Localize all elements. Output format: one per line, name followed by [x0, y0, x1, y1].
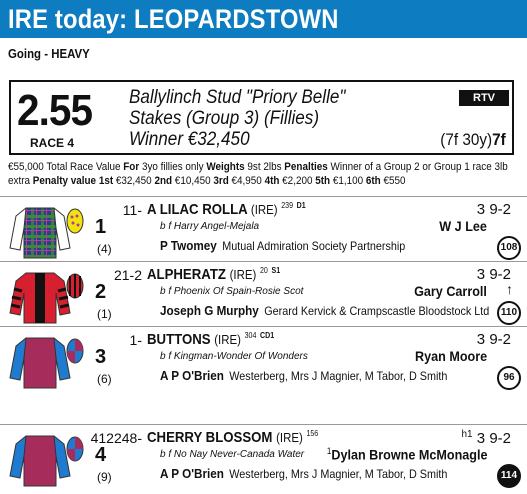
jockey-silks-icon — [8, 267, 72, 325]
weights-text: 9st 2lbs — [247, 161, 282, 173]
prize-6: €550 — [383, 175, 406, 187]
penalties-text: Winner of a Group 2 or Group 1 race 3lb extra — [8, 161, 508, 187]
header-bar — [0, 0, 527, 38]
prize-5-label: 5th — [315, 175, 331, 187]
horse-weight: 9-2 — [489, 266, 511, 283]
market-move-arrow-icon: ↑ — [506, 281, 513, 297]
horse-breeding — [160, 449, 304, 460]
trainer-name[interactable]: A P O'Brien — [160, 368, 224, 383]
age-weight — [477, 331, 511, 348]
rating-badge: 114 — [497, 464, 521, 488]
trainer-line — [160, 238, 405, 253]
penalties-label: Penalties — [284, 161, 328, 173]
owner-name: Gerard Kervick & Crampscastle Bloodstock Ltd — [264, 304, 490, 318]
runner-number: 4 — [95, 444, 107, 466]
horse-weight: 9-2 — [489, 201, 511, 218]
owner-name: Westerberg, Mrs J Magnier, M Tabor, D Smith — [229, 369, 448, 383]
jockey-cap-icon — [66, 273, 84, 299]
horse-weight: 9-2 — [489, 430, 511, 447]
rating-badge: 110 — [497, 301, 521, 325]
race-winner-prize: Winner €32,450 — [129, 129, 250, 150]
divider — [0, 196, 527, 197]
runner-draw: (9) — [97, 470, 112, 484]
distance-detail: (7f 30y) — [440, 130, 493, 149]
horse-country: (IRE) — [276, 430, 303, 445]
horse-name-text: A LILAC ROLLA — [147, 201, 248, 218]
race-time: 2.55 — [17, 86, 93, 135]
horse-weight: 9-2 — [489, 331, 511, 348]
trainer-name[interactable]: P Twomey — [160, 238, 217, 253]
tv-channel-badge: RTV — [459, 90, 509, 106]
owner-name: Westerberg, Mrs J Magnier, M Tabor, D Smith — [229, 467, 448, 481]
horse-country: (IRE) — [250, 202, 278, 217]
horse-age: 3 — [476, 201, 486, 218]
horse-country: (IRE) — [229, 267, 257, 282]
runner-row[interactable] — [0, 328, 527, 393]
for-text: 3yo fillies only — [141, 161, 204, 173]
race-conditions — [8, 160, 523, 188]
runner-number: 3 — [95, 346, 107, 368]
jockey-silks-icon — [8, 430, 72, 488]
horse-name-text: ALPHERATZ — [147, 266, 226, 283]
jockey-cap-icon — [66, 338, 84, 364]
prize-6-label: 6th — [365, 175, 381, 187]
horse-name[interactable] — [147, 266, 280, 283]
trainer-name[interactable]: A P O'Brien — [160, 466, 224, 481]
prize-3-label: 3rd — [213, 175, 229, 187]
runner-draw: (6) — [97, 372, 112, 386]
jockey-name[interactable]: Ryan Moore — [414, 348, 487, 364]
horse-age: 3 — [476, 266, 486, 283]
distance-value: 7f — [492, 130, 506, 149]
jockey-cap-icon — [66, 208, 84, 234]
jockey-name-text: Dylan Browne McMonagle — [330, 446, 487, 463]
race-name — [129, 87, 345, 150]
weights-label: Weights — [206, 161, 245, 173]
jockey-name[interactable] — [326, 446, 487, 463]
age-weight — [477, 201, 511, 218]
jockey-claim: 1 — [326, 446, 331, 456]
race-number: RACE 4 — [30, 136, 75, 150]
age-weight — [462, 429, 512, 447]
horse-name[interactable] — [147, 331, 274, 348]
days-since-run: 20 — [259, 266, 268, 275]
runner-row[interactable] — [0, 198, 527, 263]
breeding-text: b f No Nay Never-Canada Water — [160, 449, 305, 460]
prize-1-label: 1st — [98, 175, 114, 187]
horse-name-text: BUTTONS — [147, 331, 211, 348]
days-since-run: 239 — [281, 201, 294, 210]
going-label: Going - HEAVY — [8, 46, 90, 61]
horse-breeding: b f Phoenix Of Spain-Rosie Scot — [160, 286, 304, 297]
runner-form: 1- — [129, 332, 142, 348]
horse-name[interactable] — [147, 201, 306, 218]
horse-country: (IRE) — [214, 332, 241, 347]
horse-breeding: b f Kingman-Wonder Of Wonders — [160, 351, 308, 362]
prize-3: €4,950 — [231, 175, 262, 187]
course-distance-badge: D1 — [296, 201, 306, 210]
prize-4: €2,200 — [282, 175, 313, 187]
rating-badge: 108 — [497, 236, 521, 260]
course-distance-badge: S1 — [271, 266, 281, 275]
race-distance — [441, 130, 506, 150]
divider — [0, 424, 527, 425]
owner-name: Mutual Admiration Society Partnership — [222, 239, 406, 253]
divider — [0, 261, 527, 262]
prize-1: €32,450 — [115, 175, 152, 187]
jockey-name[interactable]: Gary Carroll — [414, 283, 487, 299]
horse-name-text: CHERRY BLOSSOM — [147, 429, 273, 446]
runner-row[interactable] — [0, 263, 527, 328]
runner-draw: (4) — [97, 242, 112, 256]
race-header-box — [9, 80, 514, 155]
race-name-line1: Ballylinch Stud "Priory Belle" — [129, 87, 346, 108]
prize-4-label: 4th — [264, 175, 280, 187]
jockey-silks-icon — [8, 202, 72, 260]
trainer-name[interactable]: Joseph G Murphy — [160, 303, 259, 318]
penalty-value-label: Penalty value — [32, 175, 97, 187]
horse-name[interactable] — [147, 429, 318, 446]
jockey-silks-icon — [8, 332, 72, 390]
runner-form: 21-2 — [113, 267, 142, 283]
jockey-name[interactable]: W J Lee — [439, 218, 487, 234]
race-name-line2: Stakes (Group 3) (Fillies) — [129, 108, 320, 129]
headgear-badge: h1 — [461, 429, 473, 440]
jockey-cap-icon — [66, 436, 84, 462]
trainer-line — [160, 303, 489, 318]
runner-form: 412248- — [90, 430, 142, 446]
runner-number: 1 — [95, 216, 107, 238]
horse-breeding: b f Harry Angel-Mejala — [160, 221, 260, 232]
total-value: €55,000 Total Race Value — [8, 161, 121, 173]
days-since-run: 304 — [244, 331, 257, 340]
runner-form: 11- — [122, 202, 142, 218]
trainer-line — [160, 466, 447, 481]
runner-draw: (1) — [97, 307, 112, 321]
prize-5: €1,100 — [332, 175, 364, 187]
horse-age: 3 — [476, 331, 486, 348]
horse-age: 3 — [476, 430, 486, 447]
rating-badge: 96 — [497, 366, 521, 390]
course-distance-badge: CD1 — [260, 331, 275, 340]
divider — [0, 326, 527, 327]
runner-number: 2 — [95, 281, 107, 303]
prize-2-label: 2nd — [154, 175, 173, 187]
days-since-run: 156 — [306, 429, 319, 438]
trainer-line — [160, 368, 447, 383]
for-label: For — [123, 161, 140, 173]
page-title: IRE today: LEOPARDSTOWN — [8, 4, 339, 34]
prize-2: €10,450 — [174, 175, 211, 187]
runner-row[interactable] — [0, 426, 527, 491]
